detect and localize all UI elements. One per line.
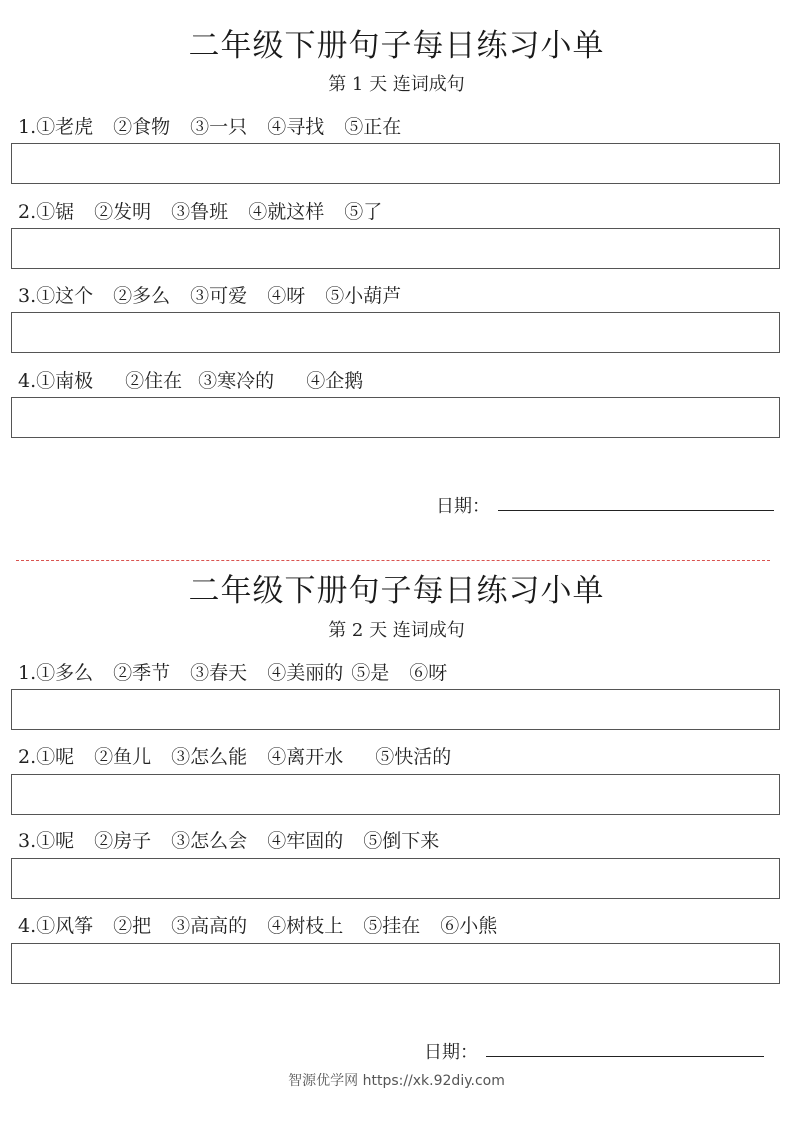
word-option: ④牢固的 [267, 830, 344, 852]
sheet1-date-field[interactable] [498, 510, 774, 511]
sheet2-subtitle: 第 2 天 连词成句 [328, 620, 465, 641]
sheet1-question-3 [18, 281, 401, 308]
question-number: 1. [18, 662, 37, 684]
word-option: ①南极 [36, 370, 94, 392]
word-option: ④呀 [267, 285, 306, 307]
sheet1-answer-box-3[interactable] [11, 312, 780, 353]
question-number: 3. [18, 830, 37, 852]
sheet1-title: 二年级下册句子每日练习小单 [188, 28, 605, 64]
word-option: ①呢 [36, 746, 75, 768]
word-option: ⑤快活的 [375, 746, 452, 768]
word-option: ③一只 [190, 116, 248, 138]
word-option: ④美丽的 [267, 662, 344, 684]
question-number: 1. [18, 116, 37, 138]
footer-watermark: 智源优学网 https://xk.92diy.com [288, 1073, 505, 1089]
word-option: ⑤是 [351, 662, 390, 684]
word-option: ②把 [113, 915, 152, 937]
word-option: ②食物 [113, 116, 171, 138]
sheet2-answer-box-3[interactable] [11, 858, 780, 899]
word-option: ②住在 [125, 370, 183, 392]
sheet2-answer-box-2[interactable] [11, 774, 780, 815]
sheet2-question-3 [18, 826, 439, 853]
word-option: ③春天 [190, 662, 248, 684]
word-option: ⑤小葫芦 [325, 285, 402, 307]
word-option: ⑥呀 [409, 662, 448, 684]
word-option: ③怎么能 [171, 746, 248, 768]
word-option: ②房子 [94, 830, 152, 852]
question-number: 4. [18, 915, 37, 937]
sheet2-question-2 [18, 742, 451, 769]
cut-line-divider [16, 560, 770, 561]
sheet1-question-2 [18, 197, 382, 224]
word-option: ④离开水 [267, 746, 344, 768]
word-option: ⑥小熊 [440, 915, 498, 937]
sheet1-subtitle: 第 1 天 连词成句 [328, 74, 465, 95]
word-option: ⑤挂在 [363, 915, 421, 937]
word-option: ①锯 [36, 201, 75, 223]
sheet2-title: 二年级下册句子每日练习小单 [188, 573, 605, 609]
word-option: ④就这样 [248, 201, 325, 223]
question-number: 4. [18, 370, 37, 392]
sheet1-answer-box-1[interactable] [11, 143, 780, 184]
word-option: ②季节 [113, 662, 171, 684]
word-option: ②鱼儿 [94, 746, 152, 768]
question-number: 2. [18, 201, 37, 223]
word-option: ①多么 [36, 662, 94, 684]
word-option: ②多么 [113, 285, 171, 307]
sheet2-date-field[interactable] [486, 1056, 764, 1057]
word-option: ③鲁班 [171, 201, 229, 223]
sheet1-date-label: 日期： [436, 496, 490, 517]
sheet1-answer-box-4[interactable] [11, 397, 780, 438]
word-option: ②发明 [94, 201, 152, 223]
word-option: ①风筝 [36, 915, 94, 937]
sheet1-answer-box-2[interactable] [11, 228, 780, 269]
word-option: ①呢 [36, 830, 75, 852]
word-option: ③可爱 [190, 285, 248, 307]
sheet2-question-1 [18, 658, 447, 685]
word-option: ④树枝上 [267, 915, 344, 937]
sheet2-date-label: 日期： [424, 1042, 478, 1063]
word-option: ④寻找 [267, 116, 325, 138]
word-option: ①老虎 [36, 116, 94, 138]
question-number: 2. [18, 746, 37, 768]
word-option: ①这个 [36, 285, 94, 307]
question-number: 3. [18, 285, 37, 307]
sheet2-answer-box-4[interactable] [11, 943, 780, 984]
word-option: ③寒冷的 [198, 370, 275, 392]
word-option: ⑤了 [344, 201, 383, 223]
word-option: ⑤正在 [344, 116, 402, 138]
word-option: ⑤倒下来 [363, 830, 440, 852]
sheet1-question-4 [18, 366, 363, 393]
sheet2-question-4 [18, 911, 497, 938]
word-option: ③怎么会 [171, 830, 248, 852]
sheet2-answer-box-1[interactable] [11, 689, 780, 730]
word-option: ③高高的 [171, 915, 248, 937]
word-option: ④企鹅 [306, 370, 364, 392]
sheet1-question-1 [18, 112, 401, 139]
